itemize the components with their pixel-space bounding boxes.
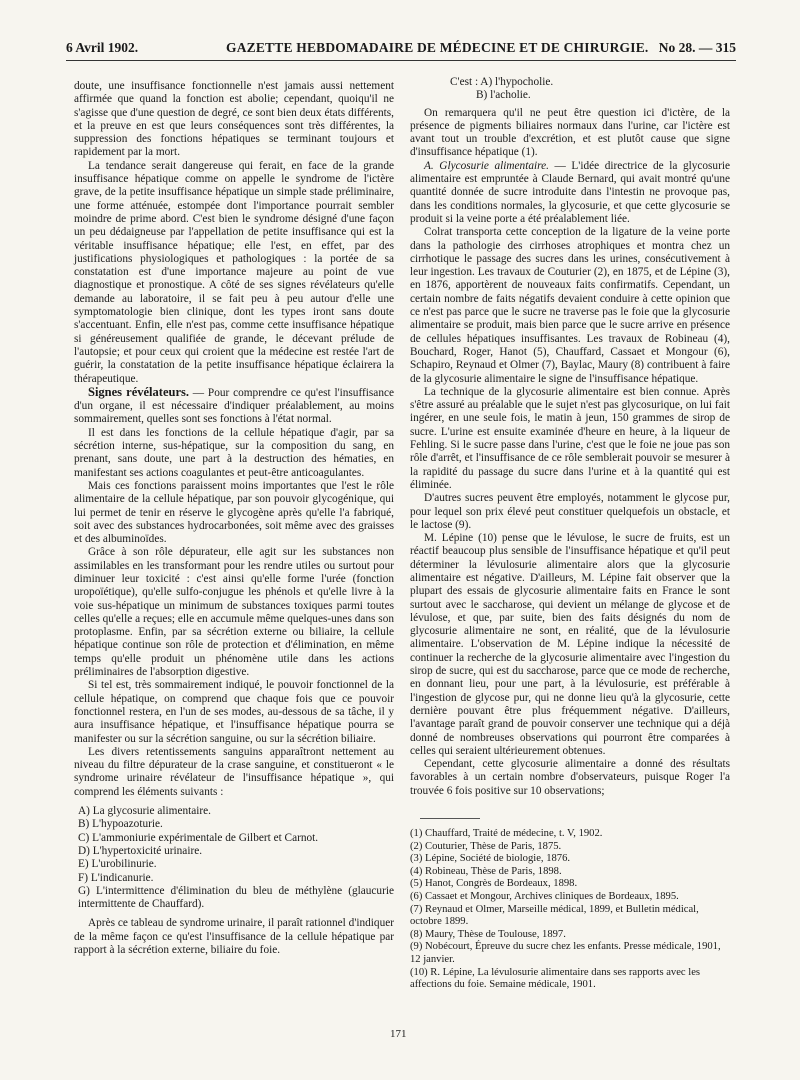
paragraph: Grâce à son rôle dépurateur, elle agit sur les substances non assimilables en les transformant pour les rendre utiles ou surtout pour diminuer leur toxicité : c'est ainsi qu'elle forme l'urée (fonction uropoïétique), qu'elle sulfo-conjugue les phénols et qu'elle livre à la voie sus-hépatique un minimum de substances toxiques parmi toutes celles qu'elle a reçues; elle en accumule même quelques-unes dans son protoplasme. Enfin, par sa sécrétion externe ou biliaire, la cellule hépatique continue son rôle de protection et d'élimination, en même temps qu'elle produit un phénomène utile dans les actions préliminaires de l'absorption digestive.: [74, 546, 394, 679]
footnote: (6) Cassaet et Mongour, Archives cliniques de Bordeaux, 1895.: [410, 890, 679, 902]
section-heading-glycosurie: A. Glycosurie alimentaire.: [424, 159, 549, 172]
list-item: F) L'indicanurie.: [78, 871, 154, 884]
list-item: E) L'urobilinurie.: [78, 858, 157, 871]
paragraph: La tendance serait dangereuse qui ferait, en face de la grande insuffisance hépatique comme on appelle le syndrome de l'ictère grave, de la petite insuffisance hépatique un simple stade préliminaire, une forme atténuée, estompée dont l'importance pourrait sembler moindre de prime abord. C'est bien le syndrome désigné d'une façon un peu dédaigneuse par l'appellation de petite insuffisance qui est la véritable insuffisance hépatique; elle l'est, en effet, par des justifications physiologiques et pathologiques : la portée de sa constatation est d'une importance majeure au point de vue diagnostique et pronostique. A côté de ses signes révélateurs qu'elle demande au laboratoire, il se fait peu à peu autour d'elle une symptomatologie bien clinique, dont les types iront sans doute s'accentuant. Enfin, elle n'est pas, comme cette insuffisance hépatique si généreusement qualifiée de grande, le décevant prélude de l'autopsie; et pour ceux qui croient que la médecine est restée l'art de guérir, la constatation de la petite insuffisance hépatique éclairera la thérapeutique.: [74, 159, 394, 385]
list-item: B) L'hypoazoturie.: [78, 818, 163, 831]
paragraph: D'autres sucres peuvent être employés, notamment le glycose pur, pour lequel son prix élevé peut constituer quelquefois un obstacle, et le lactose (9).: [410, 492, 730, 531]
list-item: A) La glycosurie alimentaire.: [78, 805, 211, 818]
footnote: (3) Lépine, Société de biologie, 1876.: [410, 853, 571, 865]
running-header: [66, 38, 736, 61]
footnotes: [410, 828, 732, 992]
footnote: (5) Hanot, Congrès de Bordeaux, 1898.: [410, 878, 578, 890]
paragraph: Colrat transporta cette conception de la ligature de la veine porte dans la pathologie des cirrhoses atrophiques et montra chez un cirrhotique le passage des sucres dans les urines, consécutivement à leur ingestion. Les travaux de Couturier (2), en 1875, et de Lépine (3), en 1876, apportèrent de nouveaux faits confirmatifs. Cependant, un certain nombre de faits négatifs devaient conduire à cette opinion que ce n'est pas parce que le sucre ne traverse pas le foie que la glycosurie alimentaire se produit, mais bien parce que le sucre arrive en présence de cellules hépatiques insuffisantes. Les travaux de Robineau (4), Bouchard, Roger, Hanot (5), Chauffard, Cassaet et Mongour (6), Schapiro, Reynaud et Olmer (7), Baylac, Maury (8) contribuent à faire de la glycosurie alimentaire le signe de l'insuffisance hépatique.: [410, 226, 730, 385]
paragraph: On remarquera qu'il ne peut être question ici d'ictère, de la présence de pigments biliaires normaux dans l'urine, car l'ictère est avant tout un trouble d'excrétion, et est plutôt cause que signe d'insuffisance hépatique (1).: [410, 106, 730, 159]
bile-list: [450, 76, 730, 103]
paragraph: doute, une insuffisance fonctionnelle n'est jamais aussi nettement affirmée que quand la fonction est abolie; cependant, quoiqu'il ne s'agisse que d'une question de degré, ce sont bien deux états différents, et la preuve en est que leurs conséquences sont très différentes, la suppression des fonctions hépatiques se terminant toujours et rapidement par la mort.: [74, 80, 394, 159]
paragraph: La technique de la glycosurie alimentaire est bien connue. Après s'être assuré au préalable que le sujet n'est pas glycosurique, on lui fait ingérer, en une seule fois, le matin à jeun, 150 grammes de sirop de sucre. L'urine est ensuite examinée d'heure en heure, à la liqueur de Fehling. Si le sucre passe dans l'urine, c'est que le foie ne joue pas son rôle d'arrêt, et l'insuffisance de ce rôle semblerait pouvoir se mesurer à la rapidité du passage du sucre dans l'urine et à la quantité qui est éliminée.: [410, 385, 730, 491]
paragraph: M. Lépine (10) pense que le lévulose, le sucre de fruits, est un réactif beaucoup plus sensible de l'insuffisance hépatique et qu'il peut déterminer la lévulosurie alimentaire alors que la glycosurie alimentaire est négative. D'ailleurs, M. Lépine fait observer que la plupart des essais de glycosurie alimentaire faits en France le sont surtout avec le saccharose, qui devient un mélange de glycose et de lévulose, et que, par suite, bien des faits désignés du nom de glycosurie alimentaire ne sont, en réalité, que de la lévulosurie alimentaire. L'observation de M. Lépine indique la nécessité de continuer la recherche de la glycosurie alimentaire avec l'ingestion du sirop de sucre, qui est du saccharose, parce que ce mode de recherche, en donnant lieu, pour une part, à la lévulosurie, est préférable à l'ingestion de glycose pur, qui ne donne lieu qu'à la glycosurie, cette dernière pouvant être plus fréquemment négative. D'ailleurs, l'avantage paraît grand de pouvoir conserver une technique qui a déjà donné de nombreuses observations qui pourront être comparées à celles qui seraient ultérieurement obtenues.: [410, 532, 730, 757]
footnote: (10) R. Lépine, La lévulosurie alimentaire dans ses rapports avec les affections du foie. Semaine médicale, 1901.: [410, 966, 701, 991]
list-item: C) L'ammoniurie expérimentale de Gilbert et Carnot.: [78, 831, 319, 844]
header-title: GAZETTE HEBDOMADAIRE DE MÉDECINE ET DE CHIRURGIE.: [226, 40, 649, 55]
header-date: 6 Avril 1902.: [66, 40, 139, 55]
paragraph: Les divers retentissements sanguins apparaîtront nettement au niveau du filtre dépurateur de la crase sanguine, et constitueront « le syndrome urinaire révélateur de l'insuffisance hépatique », qui comprend les éléments suivants :: [74, 745, 394, 798]
header-page-number: No 28. — 315: [658, 40, 736, 55]
footnote: (8) Maury, Thèse de Toulouse, 1897.: [410, 928, 566, 940]
footnote: (4) Robineau, Thèse de Paris, 1898.: [410, 865, 562, 877]
paragraph: Cependant, cette glycosurie alimentaire a donné des résultats favorables à un certain nombre d'observateurs, puisque Roger l'a trouvée 6 fois positive sur 10 observations;: [410, 758, 730, 797]
syndrome-list: [78, 805, 394, 911]
footnote: (1) Chauffard, Traité de médecine, t. V, 1902.: [410, 828, 603, 839]
paragraph: Il est dans les fonctions de la cellule hépatique d'agir, par sa sécrétion interne, sus-hépatique, sur la composition du sang, en prenant, sans doute, une part à la destruction des hématies, en manifestant ses actions coagulantes et peut-être anticoagulantes.: [74, 426, 394, 479]
folio: 171: [390, 1028, 407, 1040]
footnote: (2) Couturier, Thèse de Paris, 1875.: [410, 840, 562, 852]
footnote: (9) Nobécourt, Épreuve du sucre chez les enfants. Presse médicale, 1901, 12 janvier.: [410, 941, 721, 965]
paragraph: [410, 160, 730, 226]
list-item: B) l'acholie.: [476, 89, 531, 102]
paragraph: Si tel est, très sommairement indiqué, le pouvoir fonctionnel de la cellule hépatique, on comprend que chaque fois que ce pouvoir fonctionnel restera, en l'un de ses modes, au-dessous de sa tâche, il y aura insuffisance hépatique, et l'insuffisance hépatique pourra se manifester ou sur la sécrétion sanguine, ou sur la sécrétion biliaire.: [74, 679, 394, 745]
list-item: G) L'intermittence d'élimination du bleu de méthylène (glaucurie intermittente de Chauffard).: [78, 884, 394, 911]
paragraph: Après ce tableau de syndrome urinaire, il paraît rationnel d'indiquer de la même façon ce qu'est l'insuffisance de la cellule hépatique par rapport à la sécrétion externe, biliaire du foie.: [74, 917, 394, 956]
section-heading-signes: Signes révélateurs.: [88, 384, 189, 399]
list-item: C'est : A) l'hypocholie.: [450, 76, 554, 88]
list-item: D) L'hypertoxicité urinaire.: [78, 844, 203, 857]
footnote: (7) Reynaud et Olmer, Marseille médical, 1899, et Bulletin médical, octobre 1899.: [410, 903, 699, 928]
left-column: [74, 80, 394, 957]
right-column: [410, 76, 730, 798]
paragraph: Mais ces fonctions paraissent moins importantes que l'est le rôle alimentaire de la cellule hépatique, par son pouvoir glycogénique, qui lui permet de tenir en réserve le glycogène après qu'elle l'a fabriqué, soit avec des substances hydrocarbonées, soit même avec des graisses et des albuminoïdes.: [74, 479, 394, 546]
paragraph-text: — L'idée directrice de la glycosurie alimentaire est empruntée à Claude Bernard, qui avait montré qu'une quantité donnée de sucre introduite dans l'intestin ne provoque pas, dans les conditions normales, la glycosurie, et que cette glycosurie se produit si la veine porte a été préalablement liée.: [410, 159, 730, 225]
paragraph: [74, 386, 394, 427]
footnote-divider: [420, 818, 480, 819]
paragraph-text: — Pour comprendre ce qu'est l'insuffisance d'un organe, il est nécessaire d'indiquer préalablement, au moins sommairement, quelles sont ses fonctions à l'état normal.: [74, 386, 394, 426]
